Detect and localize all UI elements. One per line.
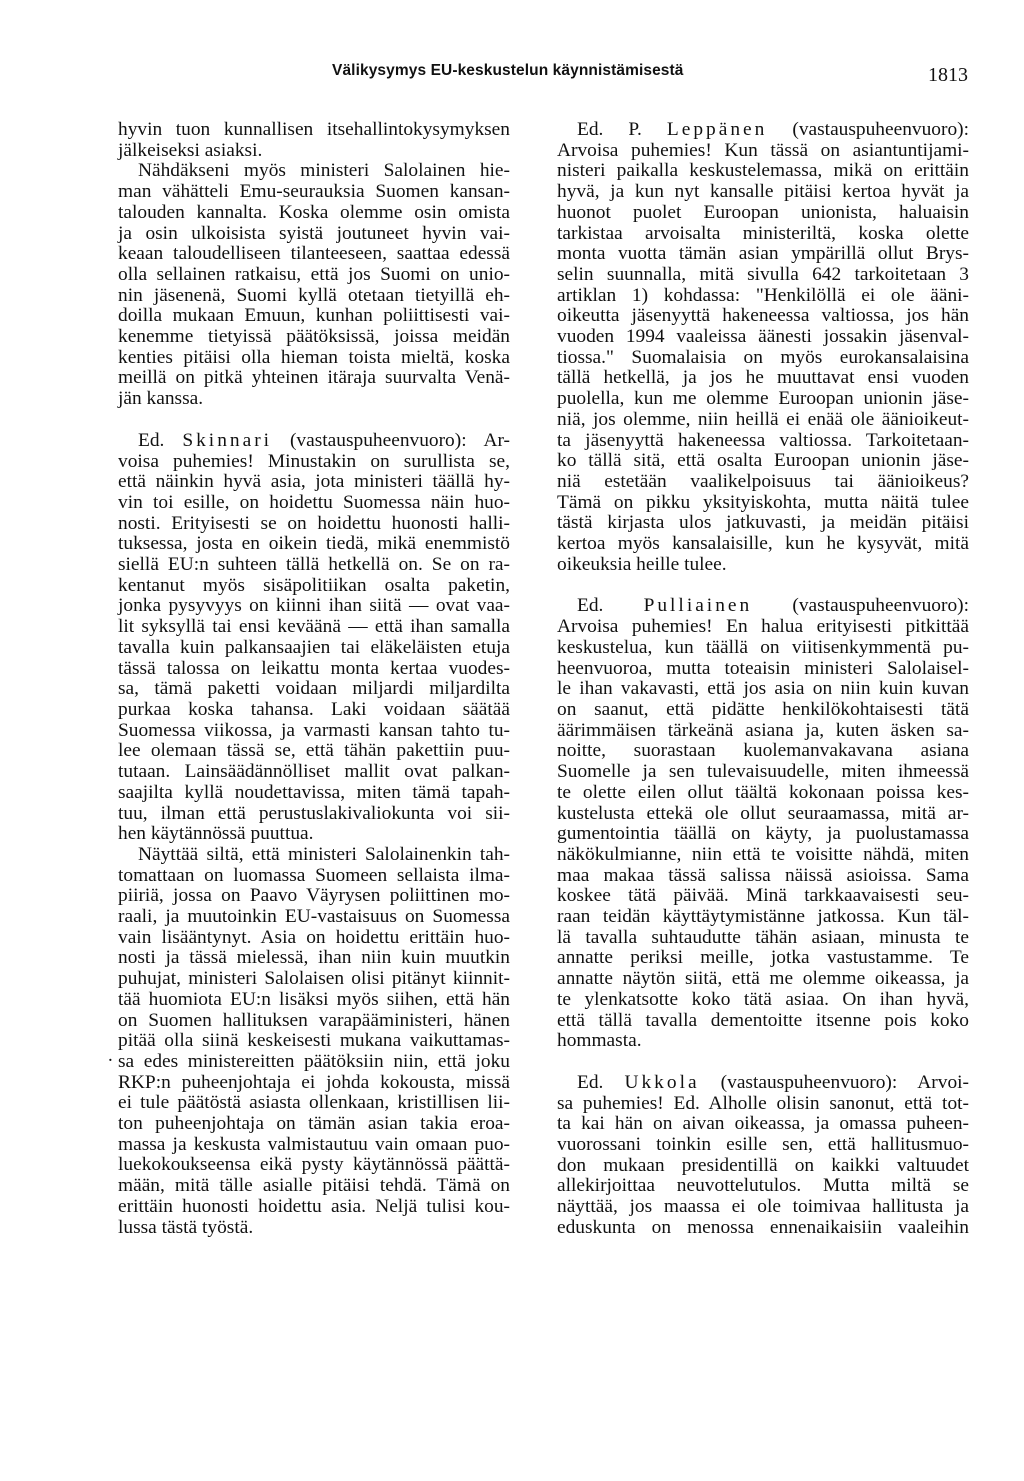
text-line: le ihan vakavasti, että jos asia on niin kuin kuvan	[557, 678, 969, 700]
text-line: te olette eilen ollut täältä kokonaan poissa kes-	[557, 781, 969, 803]
paragraph	[118, 120, 510, 161]
speaker-suffix: (vastauspuheenvuoro): Arvoi-	[699, 1071, 969, 1093]
text-line: sa edes ministereitten päätöksiin niin, että joku	[118, 1050, 510, 1072]
text-line: kustelusta ettekä ole ollut seuraamassa, mitä ar-	[557, 802, 969, 824]
text-line: luekokoukseensa eikä pysty käytännössä päättä-	[118, 1154, 510, 1176]
speaker-name: Leppänen	[666, 119, 768, 140]
paragraph-body	[118, 452, 510, 845]
text-line: man vähätteli Emu-seurauksia Suomen kansan-	[118, 181, 510, 203]
text-line: näkökulmianne, niin että te voisitte nähdä, miten	[557, 843, 969, 865]
text-line: piiriä, jossa on Paavo Väyrysen poliittinen mo-	[118, 885, 510, 907]
text-line: olla sellainen ratkaisu, että jos Suomi on unio-	[118, 263, 510, 285]
paragraph	[118, 845, 510, 1238]
text-line: on saanut, että pidätte henkilökohtaisesti tätä	[557, 698, 969, 720]
text-line: huonot puolet Euroopan unionista, haluaisin	[557, 201, 969, 223]
speaker-line	[557, 120, 969, 141]
text-line: vain lisääntynyt. Asia on hoidettu erittäin huo-	[118, 926, 510, 948]
speaker-suffix: (vastauspuheenvuoro):	[752, 595, 969, 617]
text-line: Tämä on pikku yksityiskohta, mutta näitä tulee	[557, 491, 969, 513]
text-line: tavalla kuin palkansaajien tai eläkeläisten etuja	[118, 636, 510, 658]
text-line: lee olemaan tässä se, että tähän pakettiin puu-	[118, 740, 510, 762]
text-line: nisteri paikalla keskustelemassa, mikä on erittäin	[557, 160, 969, 182]
running-title: Välikysymys EU-keskustelun käynnistämisestä	[332, 62, 684, 79]
speaker-line	[557, 596, 969, 617]
text-line: jälkeiseksi asiaksi.	[118, 139, 263, 161]
text-line: niä, jos olemme, niin heillä ei enää ole äänioikeut-	[557, 408, 969, 430]
text-line: lä tavalla suhtaudutte tähän asiaan, minusta te	[557, 926, 969, 948]
text-line: saajilta kyllä noudettavissa, miten tämä tapah-	[118, 781, 510, 803]
page-number: 1813	[928, 64, 968, 86]
text-line: ei tule päätöstä asiasta ollenkaan, kristillisen lii-	[118, 1092, 510, 1114]
text-line: tää huomiota EU:n lisäksi myös siihen, että hän	[118, 988, 510, 1010]
text-line: keaan taloudelliseen tilanteeseen, saattaa edessä	[118, 243, 510, 265]
text-line: noitte, suorastaan kuolemanvakavana asiana	[557, 740, 969, 762]
text-line: tutaan. Lainsäädännölliset mallit ovat palkan-	[118, 761, 510, 783]
text-line: tiossa." Suomalaisia on myös eurokansalaisina	[557, 346, 969, 368]
text-line: nin jäsenenä, Suomi kyllä otetaan tietyillä eh-	[118, 284, 510, 306]
text-line: don mukaan presidentillä on kaikki valtuudet	[557, 1154, 969, 1176]
text-line: tällä hetkellä, ja jos he muuttavat ensi vuoden	[557, 367, 969, 389]
text-line: tästä kirjasta ulos jatkuvasti, ja meidän pitäisi	[557, 512, 969, 534]
speaker-line	[557, 1073, 969, 1094]
text-line: hyvin tuon kunnallisen itsehallintokysymyksen	[118, 119, 510, 140]
text-line: nosti. Erityisesti se on hoidettu huonosti halli-	[118, 512, 510, 534]
text-line: ko tällä sitä, että osalta Euroopan unionin jäse-	[557, 450, 969, 472]
paragraph-gap	[557, 1052, 969, 1073]
text-line: vin toi esille, on hoidettu Suomessa näin huo-	[118, 491, 510, 513]
paragraph-body	[557, 141, 969, 576]
text-line: hen käytännössä puuttua.	[118, 823, 314, 845]
left-column	[118, 120, 510, 1238]
speaker-name: Ukkola	[624, 1071, 700, 1093]
text-line: Näyttää siltä, että ministeri Salolainenkin tah-	[138, 843, 510, 865]
text-line: näyttää, jos maassa ei ole toimivaa hallitusta ja	[557, 1196, 969, 1218]
text-line: RKP:n puheenjohtaja ei johda kokousta, missä	[118, 1071, 510, 1093]
speaker-suffix: (vastauspuheenvuoro): Ar-	[272, 429, 510, 451]
text-line: vuorossani toinkin esille sen, että hallitusmuo-	[557, 1134, 969, 1156]
speaker-name: Pulliainen	[643, 595, 753, 617]
text-line: ton puheenjohtaja on tämän asian takia eroa-	[118, 1113, 510, 1135]
text-line: oikeuksia heille tulee.	[557, 553, 727, 575]
text-line: lit syksyllä tai ensi keväänä — että ihan samalla	[118, 616, 510, 638]
speaker-prefix: Ed.	[577, 595, 644, 617]
text-line: puhujat, ministeri Salolaisen olisi pitänyt kiinnit-	[118, 968, 510, 990]
text-line: meillä on pitkä yhteinen itäraja suurvalta Venä-	[118, 367, 510, 389]
text-line: niä estetään vaalikelpoisuus tai äänioikeus?	[557, 470, 969, 492]
text-line: Suomelle ja sen tulevaisuudelle, miten ihmeessä	[557, 761, 969, 783]
text-line: että tällä tavalla dementoitte itsenne pois koko	[557, 1009, 969, 1031]
text-line: Arvoisa puhemies! Kun tässä on asiantuntijami-	[557, 139, 969, 161]
text-line: raan teidän käyttäytymistänne jatkossa. Kun täl-	[557, 906, 969, 928]
text-line: artiklan 1) kohdassa: "Henkilöllä ei ole ääni-	[557, 284, 969, 306]
text-line: ta kai hän on aivan oikeassa, ja omassa puheen-	[557, 1113, 969, 1135]
text-line: pitää olla siinä keskeisesti mukana vaikuttamas-	[118, 1030, 510, 1052]
text-line: tuksessa, josta en oikein tiedä, mikä enemmistö	[118, 533, 510, 555]
text-line: massa ja keskusta valmistautuu vain omaan puo-	[118, 1133, 510, 1155]
text-line: mään, mitä tälle asialle pitäisi tehdä. Tämä on	[118, 1175, 510, 1197]
text-line: voisa puhemies! Minustakin on surullista se,	[118, 450, 510, 472]
text-line: annatte näytön siitä, että me olemme oikeassa, ja	[557, 968, 969, 990]
text-line: että näinkin hyvä asia, jota ministeri täällä hy-	[118, 471, 510, 493]
text-line: sa puhemies! Ed. Alholle olisin sanonut, että tot-	[557, 1092, 969, 1114]
text-line: heenvuoroa, mutta toteaisin ministeri Salolaisel-	[557, 657, 969, 679]
text-line: vuoden 1994 vaaleissa äänesti jossakin jäsenval-	[557, 326, 969, 348]
text-line: kenties pitäisi olla hieman toista mieltä, koska	[118, 346, 510, 368]
speaker-paragraph	[557, 120, 969, 575]
paragraph-gap	[557, 575, 969, 596]
text-line: koskee tätä päivää. Minä tarkkaavaisesti seu-	[557, 885, 969, 907]
text-line: selin suunnalla, mitä sivulla 642 tarkoitetaan 3	[557, 263, 969, 285]
right-column	[557, 120, 969, 1239]
text-line: annatte periksi meille, jotka vastustamme. Te	[557, 947, 969, 969]
text-line: allekirjoittaa neuvottelutulos. Mutta miltä se	[557, 1175, 969, 1197]
text-line: kentanut myös sisäpolitiikan osalta paketin,	[118, 574, 510, 596]
text-line: keskustelua, kun täällä on viitisenkymmentä pu-	[557, 636, 969, 658]
text-line: erittäin huonosti hoidettu asia. Neljä tulisi kou-	[118, 1195, 510, 1217]
text-line: purkaa koska tahansa. Laki voidaan säätää	[118, 698, 510, 720]
speaker-paragraph	[557, 1073, 969, 1239]
text-line: ta jäsenyyttä hakeneessa valtiossa. Tarkoitetaan-	[557, 429, 969, 451]
paragraph-body	[557, 1094, 969, 1239]
text-line: hyvä, ja kun nyt kansalle pitäisi kertoa hyvät ja	[557, 181, 969, 203]
paragraph	[118, 161, 510, 409]
text-line: Arvoisa puhemies! En halua erityisesti pitkittää	[557, 616, 969, 638]
text-line: tuu, ilman että perustuslakivaliokunta voi sii-	[118, 802, 510, 824]
text-line: hommasta.	[557, 1030, 642, 1052]
speaker-paragraph	[557, 596, 969, 1051]
text-line: gumentointia täällä on käyty, ja puolustamassa	[557, 823, 969, 845]
text-line: kenemme tietyissä päätöksissä, joissa meidän	[118, 326, 510, 348]
text-line: siellä EU:n suhteen tällä hetkellä on. Se on ra-	[118, 554, 510, 576]
speaker-prefix: Ed.	[577, 1071, 625, 1093]
text-line: oikeutta jäsenyyttä hakeneessa valtiossa, jos hän	[557, 305, 969, 327]
text-line: äärimmäisen tärkeänä asiana ja, kuten äsken sa-	[557, 719, 969, 741]
text-line: ja osin ulkoisista syistä joutuneet hyvin vai-	[118, 222, 510, 244]
text-line: nosti ja tässä mielessä, ihan niin kuin muutkin	[118, 947, 510, 969]
text-line: te ylenkatsotte koko tätä asiaa. On ihan hyvä,	[557, 988, 969, 1010]
text-line: tässä talossa on leikattu monta kertaa vuodes-	[118, 657, 510, 679]
speaker-prefix: Ed. P.	[577, 119, 667, 140]
paragraph-body	[557, 617, 969, 1052]
text-line: puolella, kun me olemme Euroopan unionin jäse-	[557, 388, 969, 410]
text-line: tomattaan on luomassa Suomeen sellaista ilma-	[118, 864, 510, 886]
text-line: monta vuotta tämän asian ympärillä ollut Brys-	[557, 243, 969, 265]
text-line: jän kanssa.	[118, 388, 204, 410]
speaker-paragraph	[118, 431, 510, 845]
text-line: Suomessa viikossa, ja varmasti kansan tahto tu-	[118, 719, 510, 741]
stray-mark: .	[108, 1045, 113, 1066]
text-line: doilla mukaan Emuun, kunhan poliittisesti vai-	[118, 305, 510, 327]
text-line: raali, ja muutoinkin EU-vastaisuus on Suomessa	[118, 906, 510, 928]
speaker-line	[118, 431, 510, 452]
speaker-name: Skinnari	[182, 429, 273, 451]
text-line: lussa tästä työstä.	[118, 1216, 254, 1238]
speaker-suffix: (vastauspuheenvuoro):	[767, 119, 969, 140]
text-line: jonka pysyvyys on kiinni ihan siitä — ovat vaa-	[118, 595, 510, 617]
text-line: sa, tämä paketti voidaan miljardi miljardilta	[118, 678, 510, 700]
speaker-prefix: Ed.	[138, 429, 183, 451]
text-line: talouden kannalta. Koska olemme osin omista	[118, 201, 510, 223]
paragraph-gap	[118, 410, 510, 431]
text-line: maa makaa tässä salissa näissä asioissa. Sama	[557, 864, 969, 886]
text-line: eduskunta on menossa ennenaikaisiin vaaleihin	[557, 1216, 969, 1238]
text-line: Nähdäkseni myös ministeri Salolainen hie-	[138, 160, 510, 182]
text-line: kertoa myös kansalaisille, kun he kysyvät, mitä	[557, 533, 969, 555]
text-line: tarkistaa arvoisalta ministeriltä, koska olette	[557, 222, 969, 244]
text-line: on Suomen hallituksen varapääministeri, hänen	[118, 1009, 510, 1031]
